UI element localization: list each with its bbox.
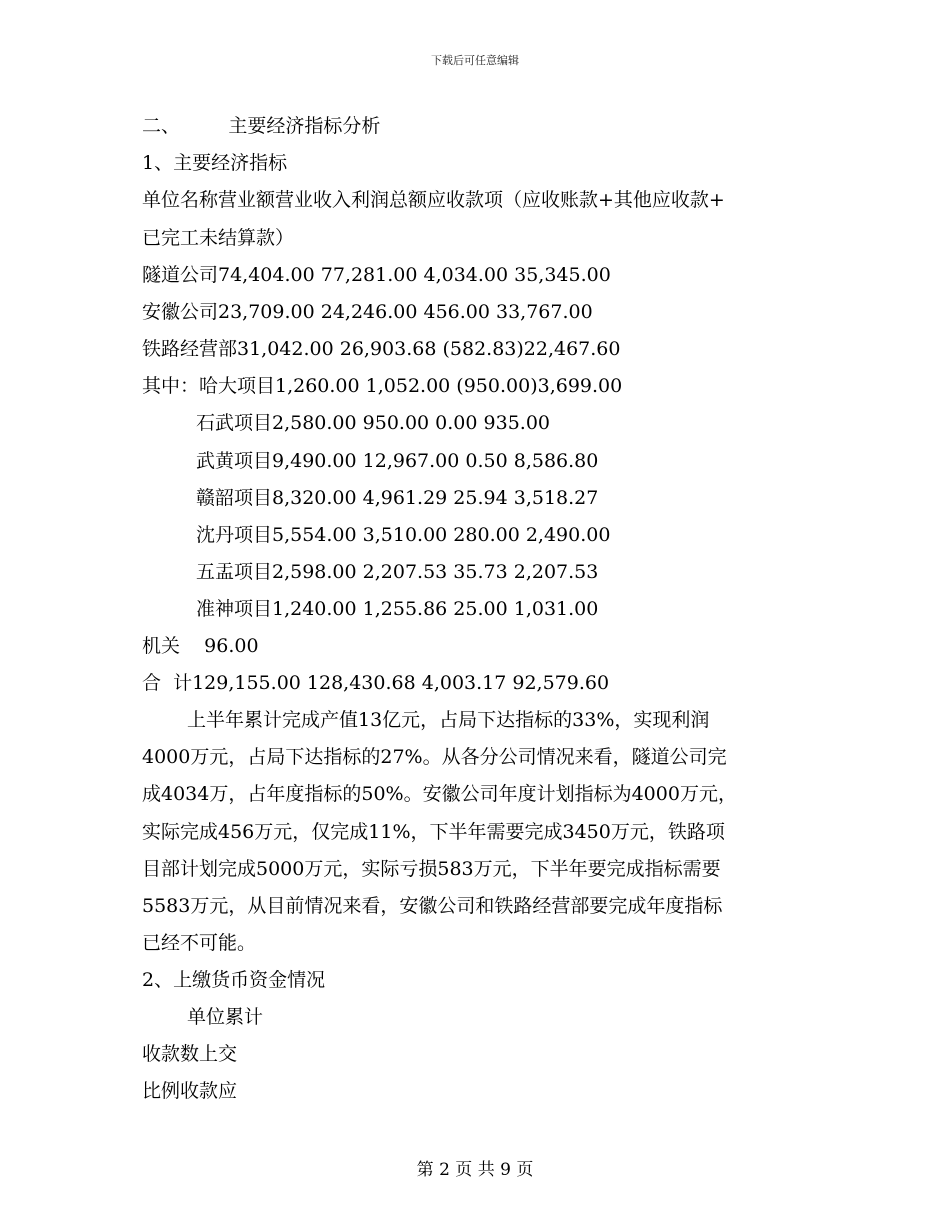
table-row: 沈丹项目5,554.00 3,510.00 280.00 2,490.00 — [196, 524, 611, 546]
text-line: 比例收款应 — [142, 1080, 238, 1102]
page-header: 下载后可任意编辑 — [431, 54, 519, 67]
paragraph-line: 成4034万，占年度指标的50%。安徽公司年度计划指标为4000万元， — [142, 783, 737, 805]
table-row: 隧道公司74,404.00 77,281.00 4,034.00 35,345.00 — [142, 264, 611, 286]
table-row: 铁路经营部31,042.00 26,903.68 (582.83)22,467.60 — [142, 338, 621, 360]
text-line: 收款数上交 — [142, 1043, 238, 1065]
paragraph-line: 上半年累计完成产值13亿元，占局下达指标的33%，实现利润 — [187, 709, 710, 731]
table-header-line: 已完工未结算款） — [142, 227, 295, 249]
text-line: 单位累计 — [187, 1006, 264, 1028]
paragraph-line: 5583万元，从目前情况来看，安徽公司和铁路经营部要完成年度指标 — [142, 895, 723, 917]
table-row: 其中：哈大项目1,260.00 1,052.00 (950.00)3,699.00 — [142, 375, 623, 397]
table-row: 赣韶项目8,320.00 4,961.29 25.94 3,518.27 — [196, 487, 599, 509]
paragraph-line: 4000万元，占局下达指标的27%。从各分公司情况来看，隧道公司完 — [142, 746, 727, 768]
table-header-line: 单位名称营业额营业收入利润总额应收款项（应收账款+其他应收款+ — [142, 189, 725, 211]
table-row: 机关 96.00 — [142, 635, 259, 657]
subsection-title: 2、上缴货币资金情况 — [142, 969, 326, 991]
section-title: 二、 主要经济指标分析 — [142, 115, 381, 137]
table-row: 准神项目1,240.00 1,255.86 25.00 1,031.00 — [196, 598, 599, 620]
page-footer: 第 2 页 共 9 页 — [416, 1160, 534, 1180]
table-row: 合 计129,155.00 128,430.68 4,003.17 92,579.60 — [142, 672, 610, 694]
table-row: 武黄项目9,490.00 12,967.00 0.50 8,586.80 — [196, 450, 599, 472]
table-row: 石武项目2,580.00 950.00 0.00 935.00 — [196, 412, 550, 434]
table-row: 安徽公司23,709.00 24,246.00 456.00 33,767.00 — [142, 301, 593, 323]
paragraph-line: 实际完成456万元，仅完成11%，下半年需要完成3450万元，铁路项 — [142, 821, 725, 843]
paragraph-line: 目部计划完成5000万元，实际亏损583万元，下半年要完成指标需要 — [142, 858, 721, 880]
table-row: 五盂项目2,598.00 2,207.53 35.73 2,207.53 — [196, 561, 599, 583]
paragraph-line: 已经不可能。 — [142, 932, 257, 954]
subsection-title: 1、主要经济指标 — [142, 152, 288, 174]
